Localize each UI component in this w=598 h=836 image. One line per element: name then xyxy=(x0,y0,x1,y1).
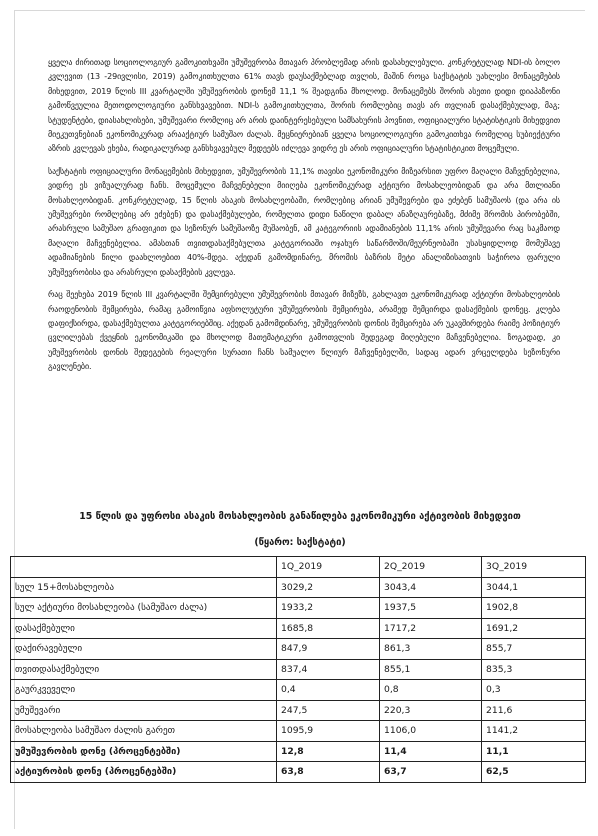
cell: 62,5 xyxy=(482,762,586,783)
paragraph: ყველა ძირითად სოციოლოგიურ გამოკითხვაში უმუშევრობა მთავარ პრობლემად არის დასახელებული. კონკრეტულად NDI-ის ბოლო კვლევით (13 -29ივლისი, 2019) გამოკითხულთა 61% თავს დაუსაქმებლად თვლის, მაშინ როცა საქსტატის უახლესი მონაცემების მიხედვით, 2019 წლის III კვარტალში უმუშევრობის დონემ 11,1 % შეადგინა მხოლოდ. მონაცემებს შორის ასეთი დიდი დიაპაზონი გამოწვეულია მეთოდოლოგიური განსხვავებით. NDI-ს გამოკითხულთა, შორის რომლებიც თავს არ თვლიან დასაქმებულად, მაგ; სტუდენტები, დიასახლისები, უმუშევარი რომლიც არ არის დაინტერესებული სამსახურის პოვნით, ოფიციალური სტატისტიკის მიხედვით მიეკუთვნებიან ეკონომიკურად არააქტიურ სამუშაო ძალას. მეცნიერებიან ყველა სოციოლოგიური გამოკითხვა რომელიც სუბიექტური აზრის კვლევას ეხება, რადიკალურად განსხვავებულ მედეებს იძლევა ვიდრე ეს არის ოფიციალური სტატისტიკით მოცემული. xyxy=(48,58,560,154)
cell: 1902,8 xyxy=(482,598,586,619)
cell: 855,7 xyxy=(482,639,586,660)
row-label: დასაქმებული xyxy=(11,618,277,639)
cell: 1685,8 xyxy=(277,618,380,639)
row-label: გაურკვეველი xyxy=(11,680,277,701)
cell: 1933,2 xyxy=(277,598,380,619)
cell: 1095,9 xyxy=(277,721,380,742)
table-row xyxy=(11,700,586,721)
row-label: სულ აქტიური მოსახლეობა (სამუშაო ძალა) xyxy=(11,598,277,619)
cell: 855,1 xyxy=(380,659,482,680)
cell: 0,4 xyxy=(277,680,380,701)
table-source: (წყარო: საქსტატი) xyxy=(254,537,346,548)
table-header-row xyxy=(11,557,586,578)
cell: 3043,4 xyxy=(380,577,482,598)
cell: 247,5 xyxy=(277,700,380,721)
cell: 0,3 xyxy=(482,680,586,701)
row-label: უმუშევარი xyxy=(11,700,277,721)
row-label: სულ 15+მოსახლეობა xyxy=(11,577,277,598)
cell: 11,4 xyxy=(380,741,482,762)
table-title: 15 წლის და უფროსი ასაკის მოსახლეობის განაწილება ეკონომიკური აქტივობის მიხედვით xyxy=(79,511,521,522)
cell: 847,9 xyxy=(277,639,380,660)
table-row-activity-rate xyxy=(11,762,586,783)
data-table xyxy=(10,556,586,783)
cell: 12,8 xyxy=(277,741,380,762)
cell: 1937,5 xyxy=(380,598,482,619)
cell: 861,3 xyxy=(380,639,482,660)
table-row xyxy=(11,618,586,639)
header-cell: 1Q_2019 xyxy=(277,557,380,578)
row-label: უმუშევრობის დონე (პროცენტებში) xyxy=(11,741,277,762)
table-row xyxy=(11,721,586,742)
cell: 1106,0 xyxy=(380,721,482,742)
cell: 0,8 xyxy=(380,680,482,701)
header-cell: 2Q_2019 xyxy=(380,557,482,578)
table-row xyxy=(11,680,586,701)
table-row xyxy=(11,639,586,660)
cell: 211,6 xyxy=(482,700,586,721)
row-label: აქტიურობის დონე (პროცენტებში) xyxy=(11,762,277,783)
table-row-unemployment-rate xyxy=(11,741,586,762)
paragraph: საქსტატის ოფიციალური მონაცემების მიხედვით, უმუშევრობის 11,1% თავისი ეკონომიკური მიზეარსით უფრო მაღალი მაჩვენებელია, ვიდრე ეს ვიზუალურად ჩანს. მოცემული მაჩვენებელი მიიღება ეკონომიკურად აქტიური მოსახლეობიდან და არა მთლიანი მოსახლეობიდან. კონკრეტულად, 15 წლის ასაკის მოსახლეობაში, რომლებიც არიან უმუშევრები და ეძებენ სამუშაოს (და არა ის უმუშევრები რომლებიც არ ეძებენ) და დასაქმებულები, რომელთა დიდი ნაწილი დაბალ ანაზღაურებაზე, მძიმე შრომის პირობებში, არასრული სამუშაო გრაფიკით და სეზონურ სამუშაოზე მუშაობენ, ამ კატეგორიის ადამიანების 11,1% არის უმუშევარი რაც საკმაოდ მაღალი მაჩვენებელია. ამასთან თვითდასაქმებულთა კატეგორიაში ოჯახურ საწარმოში/მეურნეობაში უსასყიდლოდ მომუშავე ადამიანების წილი დაახლოებით 40%-მდეა. აქედან გამომდინარე, მრომის ბაზრის მეტი ანალიზისათვის საჭიროა ფარული უმუშევრობისა და არასრული დასაქმების კვლევა. xyxy=(48,166,560,277)
cell: 1141,2 xyxy=(482,721,586,742)
cell: 835,3 xyxy=(482,659,586,680)
header-cell: 3Q_2019 xyxy=(482,557,586,578)
row-label: დაქირავებული xyxy=(11,639,277,660)
table-row xyxy=(11,659,586,680)
cell: 1691,2 xyxy=(482,618,586,639)
row-label: მოსახლეობა სამუშაო ძალის გარეთ xyxy=(11,721,277,742)
cell: 220,3 xyxy=(380,700,482,721)
paragraph: რაც შეეხება 2019 წლის III კვარტალში შემცირებული უმუშევრობის მთავარ მიზეზს, გახლავთ ეკონომიკურად აქტიური მოსახლეობის რაოდენობის შემცირება, რამაც გამოიწვია აფსოლუტური უმუშევრობის შემცირება, არამედ შემცირდა დასაქმების დონეც. კლება დაფიქსირდა, დასაქმებულთა კატეგორიებშიც. აქედან გამომდინარე, უმუშევრობის დონის შემცირება არ უკავშირდება რაიმე პოზიტიურ ცვლილებას ქვეყნის ეკონომიკაში და მხოლოდ მათემატიკური გამოთვლის შედეგად მიღებული მაჩვენებელია. ზოგადად, კი უმუშევრობის დონის შედეგების რეალური სურათი ჩანს სამუალო წლიურ მაჩვენებელში, სადაც ადარ ვრცელდება სეზონური გავლენები. xyxy=(48,290,560,372)
table-row xyxy=(11,598,586,619)
cell: 3029,2 xyxy=(277,577,380,598)
row-label: თვითდასაქმებული xyxy=(11,659,277,680)
table-row xyxy=(11,577,586,598)
cell: 837,4 xyxy=(277,659,380,680)
cell: 11,1 xyxy=(482,741,586,762)
cell: 3044,1 xyxy=(482,577,586,598)
cell: 63,7 xyxy=(380,762,482,783)
header-cell xyxy=(11,557,277,578)
document-body xyxy=(48,56,560,383)
cell: 63,8 xyxy=(277,762,380,783)
cell: 1717,2 xyxy=(380,618,482,639)
